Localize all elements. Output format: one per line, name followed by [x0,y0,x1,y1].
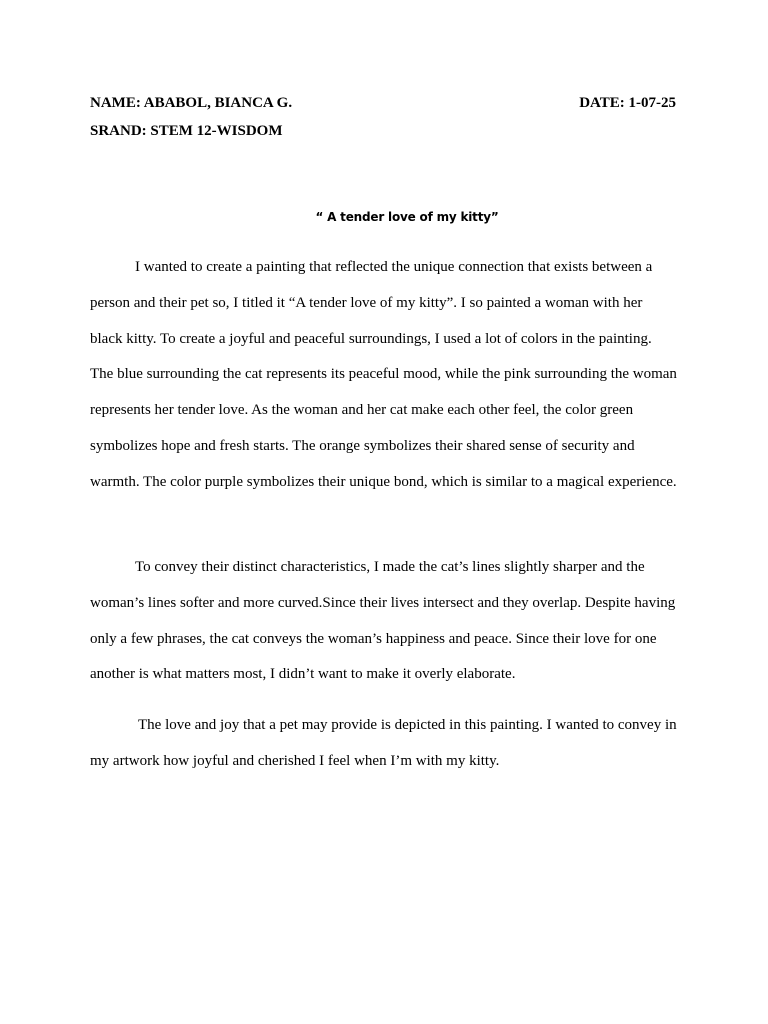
student-name: NAME: ABABOL, BIANCA G. [90,95,293,111]
essay-title: “ A tender love of my kitty” [315,210,499,224]
essay-paragraph-3: The love and joy that a pet may provide is depicted in this painting. I wanted to convey in my artwork how joyful and cherished I feel when I’m with my kitty. [90,717,677,769]
date-label: DATE: 1-07-25 [579,95,676,111]
header-row [90,94,676,112]
essay-paragraph-1: I wanted to create a painting that reflected the unique connection that exists between a person and their pet so, I titled it “A tender love of my kitty”. I so painted a woman with her black kitty. To create a joyful and peaceful surroundings, I used a lot of colors in the painting. The blue surrounding the cat represents its peaceful mood, while the pink surrounding the woman represents her tender love. As the woman and her cat make each other feel, the color green symbolizes hope and fresh starts. The orange symbolizes their shared sense of security and warmth. The color purple symbolizes their unique bond, which is similar to a magical experience. [90,259,677,490]
strand-label: SRAND: STEM 12-WISDOM [90,123,283,139]
essay-paragraph-2: To convey their distinct characteristics, I made the cat’s lines slightly sharper and the woman’s lines softer and more curved.Since their lives intersect and they overlap. Despite having only a few phrases, the cat conveys the woman’s happiness and peace. Since their love for one another is what matters most, I didn’t want to make it overly elaborate. [90,559,676,683]
